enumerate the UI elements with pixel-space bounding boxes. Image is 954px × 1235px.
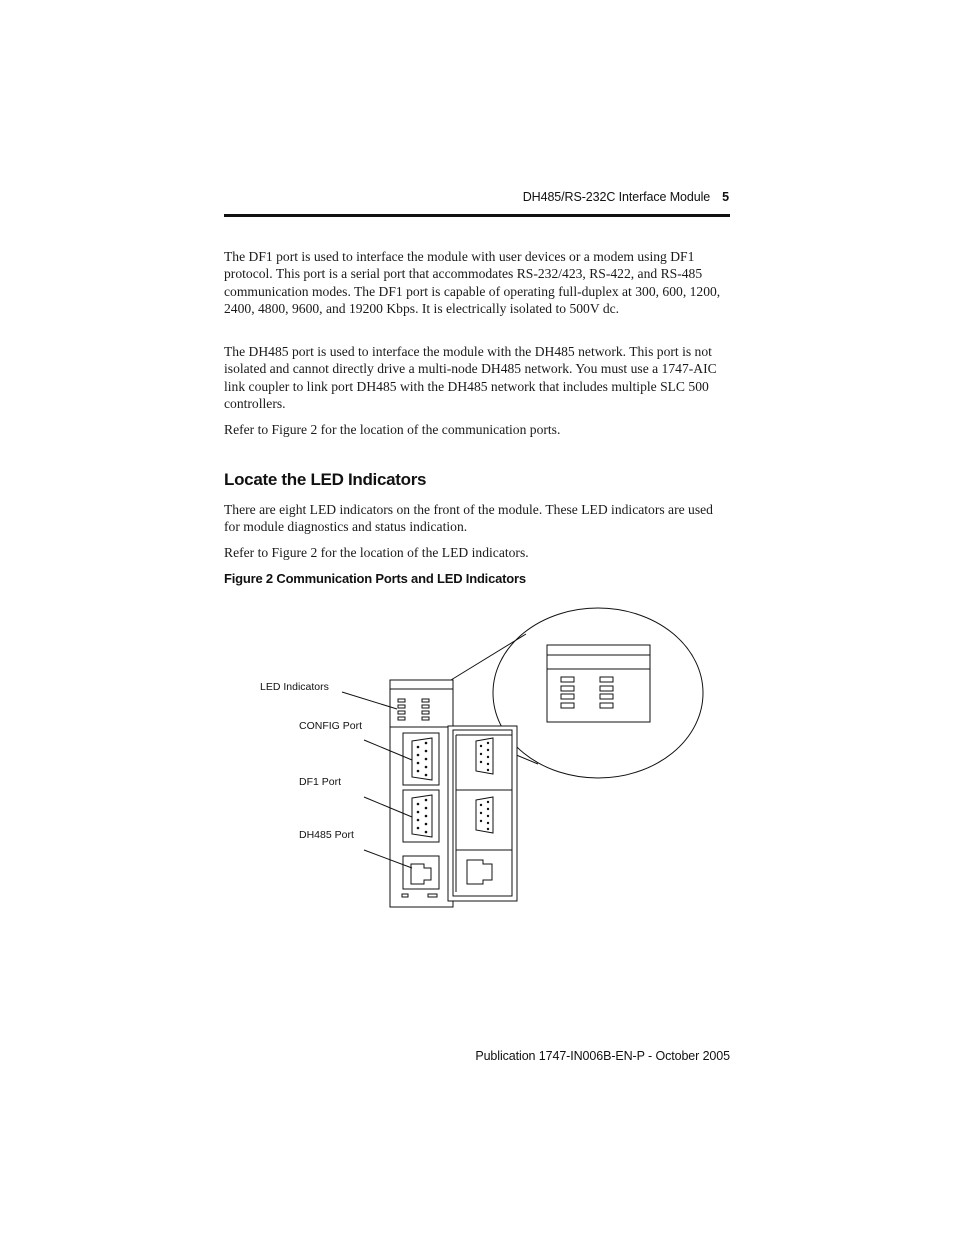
zoomed-led-4 <box>561 703 574 708</box>
zoomed-led-2 <box>561 686 574 691</box>
config-port <box>403 733 439 785</box>
paragraph-df1-port: The DF1 port is used to interface the module with user devices or a modem using DF1 protocol. This port is a serial port that accommodates RS-232/423, RS-422, and RS-485 communication modes. The DF1 port is capable of operating full-duplex at 300, 600, 1200, 2400, 4800, 9600, and 19200 Kbps. It is electrically isolated to 500V dc. <box>224 249 721 317</box>
module-body <box>390 680 453 907</box>
led-4 <box>398 717 405 720</box>
header-title: DH485/RS-232C Interface Module <box>522 190 711 204</box>
led-5 <box>422 699 429 702</box>
leader-df1 <box>364 797 412 817</box>
led-7 <box>422 711 429 714</box>
df1-port <box>403 790 439 842</box>
running-header <box>224 190 729 210</box>
zoomed-led-3 <box>561 694 574 699</box>
section-heading: Locate the LED Indicators <box>224 470 427 489</box>
connector-pins <box>417 742 489 834</box>
zoom-line-top <box>451 634 526 680</box>
label-dh485-port: DH485 Port <box>299 829 354 841</box>
leader-led <box>342 692 397 709</box>
figure-caption: Figure 2 Communication Ports and LED Indicators <box>224 571 526 586</box>
zoomed-led-6 <box>600 686 613 691</box>
zoomed-led-5 <box>600 677 613 682</box>
module-door <box>448 726 517 901</box>
label-df1-port: DF1 Port <box>299 776 342 788</box>
led-2 <box>398 705 405 708</box>
zoom-line-bottom <box>451 728 538 764</box>
paragraph-led-count: There are eight LED indicators on the front of the module. These LED indicators are used for module diagnostics and status indication. <box>224 502 713 535</box>
led-6 <box>422 705 429 708</box>
header-rule <box>224 214 730 217</box>
label-led-indicators: LED Indicators <box>260 681 329 693</box>
zoomed-led-label-strip <box>547 655 650 669</box>
zoomed-led-panel <box>547 645 650 722</box>
zoomed-led-1 <box>561 677 574 682</box>
paragraph-refer-leds: Refer to Figure 2 for the location of the LED indicators. <box>224 545 529 560</box>
dh485-port <box>403 856 439 889</box>
leader-config <box>364 740 412 760</box>
zoom-circle <box>493 608 703 778</box>
led-3 <box>398 711 405 714</box>
footer-publication: Publication 1747-IN006B-EN-P - October 2005 <box>475 1049 730 1063</box>
leader-dh485 <box>364 850 412 868</box>
zoomed-led-8 <box>600 703 613 708</box>
paragraph-dh485-port: The DH485 port is used to interface the module with the DH485 network. This port is not isolated and cannot directly drive a multi-node DH485 network. You must use a 1747-AIC link coupler to link port DH485 with the DH485 network that includes multiple SLC 500 controllers. <box>224 344 717 412</box>
paragraph-refer-ports: Refer to Figure 2 for the location of the communication ports. <box>224 422 561 437</box>
led-8 <box>422 717 429 720</box>
page-number: 5 <box>722 190 729 204</box>
led-1 <box>398 699 405 702</box>
zoomed-led-7 <box>600 694 613 699</box>
label-config-port: CONFIG Port <box>299 720 363 732</box>
